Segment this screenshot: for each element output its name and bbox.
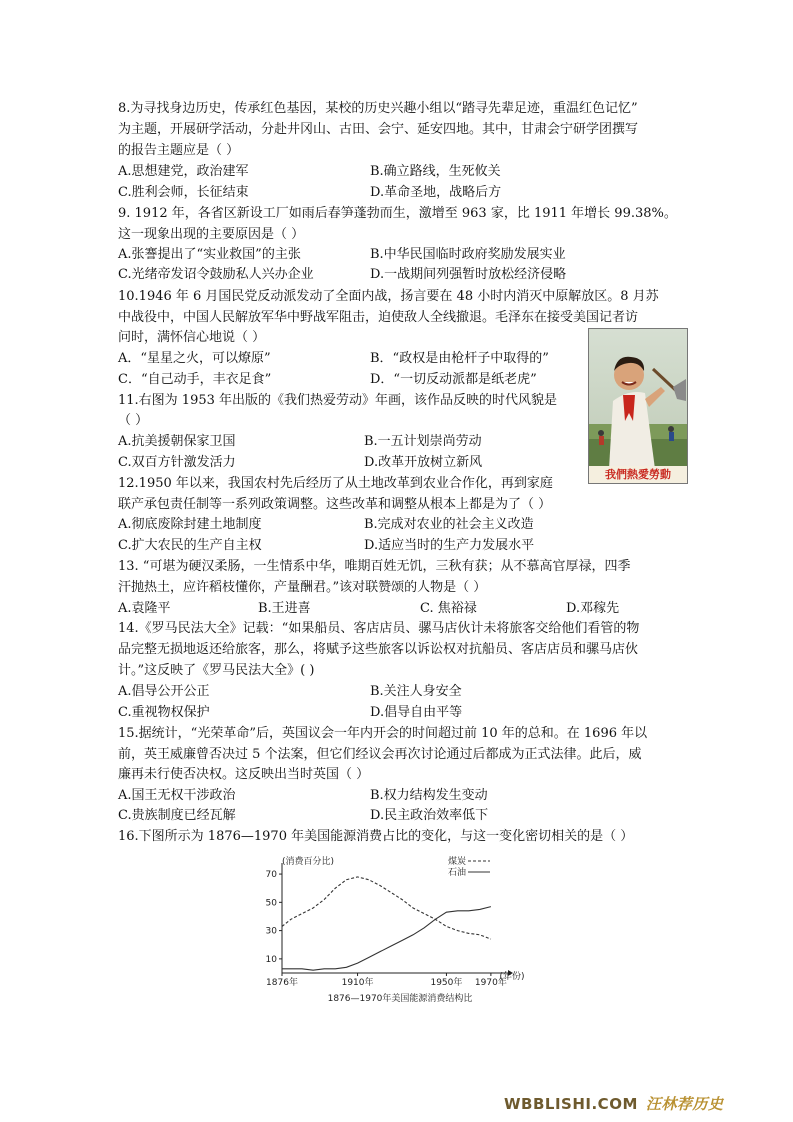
- chart-y-tick-label: 50: [265, 898, 277, 909]
- q14-option-a: A.倡导公开公正: [118, 684, 210, 699]
- q14-stem-line: 14.《罗马民法大全》记载：“如果船员、客店店员、骡马店伙计未将旅客交给他们看管的物: [118, 621, 640, 636]
- q15-stem-line: 15.据统计，“光荣革命”后，英国议会一年内开会的时间超过前 10 年的总和。在 1696 年以: [118, 726, 648, 741]
- q15-option-b: B.权力结构发生变动: [370, 788, 488, 803]
- q15-option-a: A.国王无权干涉政治: [118, 788, 236, 803]
- q9-stem-line: 9. 1912 年，各省区新设工厂如雨后春笋蓬勃而生，激增至 963 家，比 1911 年增长 99.38%。: [118, 206, 677, 221]
- q8-stem-line: 的报告主题应是（ ）: [118, 143, 240, 158]
- q12-option-b: B.完成对农业的社会主义改造: [364, 517, 534, 532]
- chart-series-line-coal: [282, 877, 491, 939]
- q9-option-a: A.张謇提出了“实业救国”的主张: [118, 247, 301, 262]
- q8-stem-line: 为主题，开展研学活动，分赴井冈山、古田、会宁、延安四地。其中，甘肃会宁研学团撰写: [118, 122, 639, 137]
- q14-option-d: D.倡导自由平等: [370, 705, 463, 720]
- q11-stem-line: 11.右图为 1953 年出版的《我们热爱劳动》年画，该作品反映的时代风貌是: [118, 393, 558, 408]
- q15-option-d: D.民主政治效率低下: [370, 808, 489, 823]
- q11-option-a: A.抗美援朝保家卫国: [118, 434, 236, 449]
- q13-stem-line: 13. “可堪为硬汉柔肠，一生情系中华，唯期百姓无饥，三秋有获；从不慕高官厚禄，四季: [118, 559, 631, 574]
- q16-stem-line: 16.下图所示为 1876—1970 年美国能源消费占比的变化，与这一变化密切相关的是（ ）: [118, 829, 634, 844]
- watermark-footer: [504, 1093, 723, 1114]
- chart-y-tick-label: 10: [265, 954, 277, 965]
- q10-option-d: D．“一切反动派都是纸老虎”: [370, 372, 537, 387]
- q13-option-b: B.王进喜: [258, 601, 311, 616]
- q10-stem-line: 问时，满怀信心地说（ ）: [118, 330, 266, 345]
- q13-option-a: A.袁隆平: [118, 601, 171, 616]
- q10-option-b: B．“政权是由枪杆子中取得的”: [370, 351, 549, 366]
- chart-legend-label: 石油: [448, 868, 467, 878]
- q15-stem-line: 前，英王威廉曾否决过 5 个法案，但它们经议会再次讨论通过后都成为正式法律。此后，威: [118, 747, 642, 762]
- poster-caption: 我們熱愛勞動: [605, 468, 671, 481]
- poster-illustration: [589, 329, 687, 483]
- q9-option-d: D.一战期间列强暂时放松经济侵略: [370, 267, 567, 282]
- q10-option-a: A．“星星之火，可以燎原”: [118, 351, 271, 366]
- logo-watermark: 汪林荐历史: [645, 1095, 724, 1113]
- q12-stem-line: 12.1950 年以来，我国农村先后经历了从土地改革到农业合作化，再到家庭: [118, 476, 553, 491]
- q12-option-d: D.适应当时的生产力发展水平: [364, 538, 535, 553]
- q15-stem-line: 廉再未行使否决权。这反映出当时英国（ ）: [118, 767, 370, 782]
- q9-stem-line: 这一现象出现的主要原因是（ ）: [118, 227, 305, 242]
- chart-series-line-oil: [282, 907, 491, 971]
- q15-option-c: C.贵族制度已经瓦解: [118, 808, 236, 823]
- chart-x-tick-label: 1910年: [341, 978, 374, 988]
- chart-x-tick-label: 1876年: [266, 978, 298, 988]
- chart-x-tick-label: 1970年: [474, 978, 507, 988]
- q10-option-c: C．“自己动手，丰衣足食”: [118, 372, 272, 387]
- site-watermark: WBBLISHI.COM: [504, 1095, 638, 1113]
- q12-option-c: C.扩大农民的生产自主权: [118, 538, 262, 553]
- q8-option-b: B.确立路线，生死攸关: [370, 164, 501, 179]
- q8-stem-line: 8.为寻找身边历史，传承红色基因，某校的历史兴趣小组以“踏寻先辈足迹，重温红色记忆”: [118, 101, 638, 116]
- chart-xlabel: (年份): [499, 972, 525, 982]
- q11-option-b: B.一五计划崇尚劳动: [364, 434, 482, 449]
- q9-option-b: B.中华民国临时政府奖励发展实业: [370, 247, 566, 262]
- q9-option-c: C.光绪帝发诏令鼓励私人兴办企业: [118, 267, 314, 282]
- chart-y-tick-label: 70: [265, 870, 277, 881]
- q13-stem-line: 汗抛热土，应许稻枝懂你，产量酬君。”该对联赞颂的人物是（ ）: [118, 580, 487, 595]
- energy-consumption-chart: [262, 853, 530, 1005]
- q12-stem-line: 联产承包责任制等一系列政策调整。这些改革和调整从根本上都是为了（ ）: [118, 497, 552, 512]
- chart-caption: 1876—1970年美国能源消费结构比: [327, 994, 473, 1004]
- q14-option-c: C.重视物权保护: [118, 705, 210, 720]
- q12-option-a: A.彻底废除封建土地制度: [118, 517, 262, 532]
- q8-option-d: D.革命圣地，战略后方: [370, 185, 502, 200]
- q8-option-a: A.思想建党，政治建军: [118, 164, 249, 179]
- chart-ylabel: (消费百分比): [282, 857, 335, 867]
- q11-option-d: D.改革开放树立新风: [364, 455, 483, 470]
- q14-stem-line: 计。”这反映了《罗马民法大全》( ): [118, 663, 315, 678]
- chart-legend-label: 煤炭: [448, 857, 467, 867]
- q10-stem-line: 10.1946 年 6 月国民党反动派发动了全面内战，扬言要在 48 小时内消灭中原解放区。8 月苏: [118, 289, 659, 304]
- q13-option-c: C. 焦裕禄: [420, 601, 477, 616]
- q11-option-c: C.双百方针激发活力: [118, 455, 236, 470]
- q8-option-c: C.胜利会师，长征结束: [118, 185, 249, 200]
- q14-option-b: B.关注人身安全: [370, 684, 462, 699]
- q14-stem-line: 品完整无损地返还给旅客，那么，将赋予这些旅客以诉讼权对抗船员、客店店员和骡马店伙: [118, 642, 639, 657]
- chart-y-tick-label: 30: [265, 926, 277, 937]
- q13-option-d: D.邓稼先: [566, 601, 620, 616]
- labor-poster-image: [588, 328, 688, 484]
- q11-stem-line: （ ）: [118, 413, 149, 428]
- chart-x-tick-label: 1950年: [430, 978, 463, 988]
- q10-stem-line: 中战役中，中国人民解放军华中野战军阻击，迫使敌人全线撤退。毛泽东在接受美国记者访: [118, 310, 639, 325]
